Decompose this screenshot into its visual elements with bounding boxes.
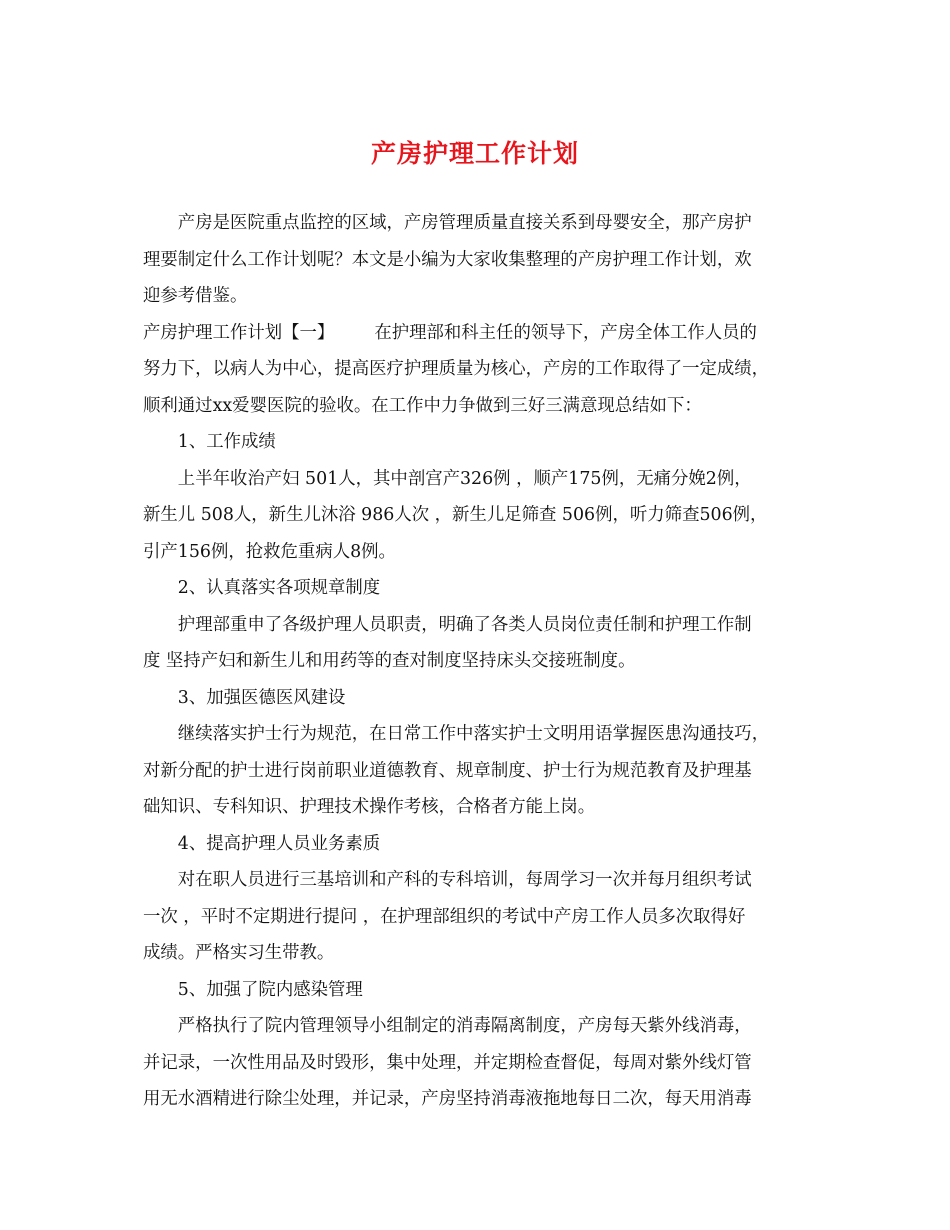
intro-paragraph [143, 205, 807, 315]
plan-first-line [143, 315, 807, 352]
section-line: 成绩。严格实习生带教。 [143, 943, 335, 963]
plan-intro-line: 努力下，以病人为中心，提高医疗护理质量为核心，产房的工作取得了一定成绩， [143, 359, 770, 379]
section-heading: 5、加强了院内感染管理 [177, 979, 363, 1000]
section-line: 继续落实护士行为规范，在日常工作中落实护士文明用语掌握医患沟通技巧， [177, 724, 770, 744]
section-line: 础知识、专科知识、护理技术操作考核，合格者方能上岗。 [143, 797, 596, 817]
section-line: 新生儿 508人，新生儿沐浴 986人次 ，新生儿足筛查 506例，听力筛查506例， [143, 505, 768, 525]
section-heading: 1、工作成绩 [177, 432, 276, 452]
section-line: 并记录，一次性用品及时毁形，集中处理，并定期检查督促，每周对紫外线灯管 [143, 1052, 752, 1073]
section-line: 一次 ，平时不定期进行提问 ，在护理部组织的考试中产房工作人员多次取得好 [143, 906, 746, 927]
document-body [143, 205, 807, 1118]
section-line: 对新分配的护士进行岗前职业道德教育、规章制度、护士行为规范教育及护理基 [143, 760, 752, 781]
section-line: 护理部重申了各级护理人员职责，明确了各类人员岗位责任制和护理工作制 [177, 614, 752, 635]
section-line: 严格执行了院内管理领导小组制定的消毒隔离制度，产房每天紫外线消毒， [177, 1016, 752, 1036]
section-heading: 3、加强医德医风建设 [177, 687, 346, 708]
section-line: 对在职人员进行三基培训和产科的专科培训，每周学习一次并每月组织考试 [177, 870, 752, 890]
intro-line: 产房是医院重点监控的区域，产房管理质量直接关系到母婴安全，那产房护 [177, 213, 752, 233]
plan-paragraph [143, 315, 807, 425]
section-heading: 4、提高护理人员业务素质 [177, 833, 381, 854]
intro-line: 迎参考借鉴。 [143, 286, 248, 306]
section-line: 上半年收治产妇 501人，其中剖宫产326例 ，顺产175例，无痛分娩2例， [177, 468, 752, 489]
section-line: 度 坚持产妇和新生儿和用药等的查对制度坚持床头交接班制度。 [143, 651, 636, 671]
section-5 [143, 972, 807, 1118]
plan-heading: 产房护理工作计划【一】 [143, 322, 335, 343]
section-4 [143, 826, 807, 972]
document-title: 产房护理工作计划 [370, 139, 579, 168]
section-line: 引产156例，抢救危重病人8例。 [143, 541, 396, 562]
plan-intro-line: 顺利通过xx爱婴医院的验收。在工作中力争做到三好三满意现总结如下： [143, 395, 702, 416]
section-2 [143, 570, 807, 680]
intro-line: 理要制定什么工作计划呢？本文是小编为大家收集整理的产房护理工作计划，欢 [143, 249, 752, 270]
section-line: 用无水酒精进行除尘处理，并记录，产房坚持消毒液拖地每日二次，每天用消毒 [143, 1089, 752, 1109]
plan-intro-line: 在护理部和科主任的领导下，产房全体工作人员的 [374, 322, 757, 343]
section-heading: 2、认真落实各项规章制度 [177, 578, 381, 598]
section-1 [143, 424, 807, 570]
section-3 [143, 680, 807, 826]
